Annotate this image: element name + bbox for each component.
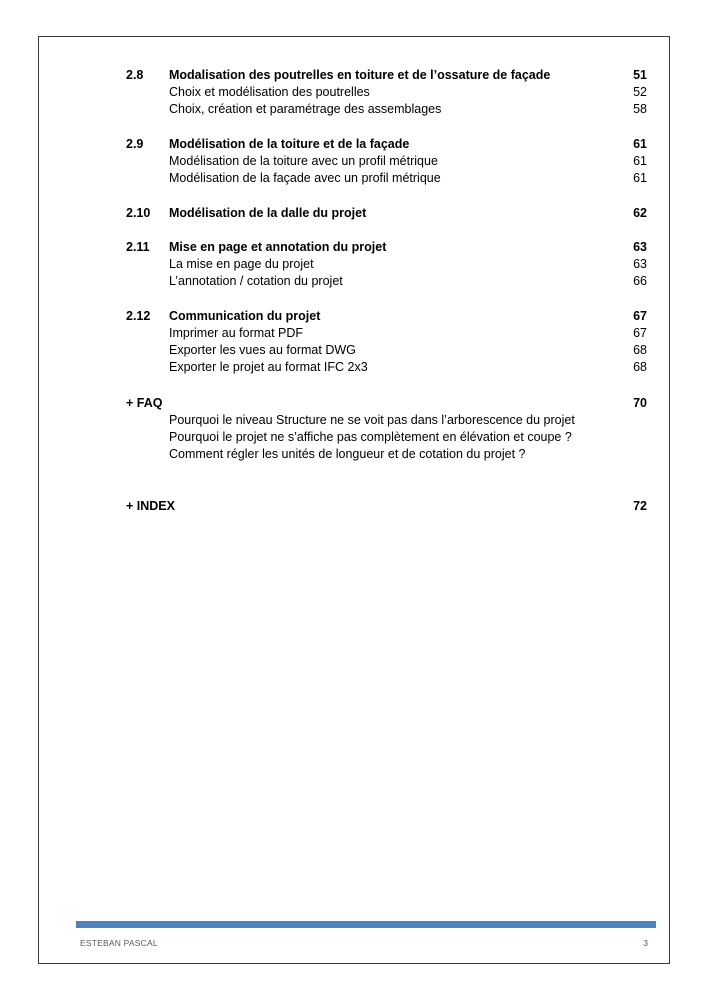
- entry-page: 61: [633, 154, 647, 168]
- entry-page: 58: [633, 102, 647, 116]
- toc-heading-2-11[interactable]: [126, 239, 647, 256]
- toc-heading-2-12[interactable]: [126, 308, 647, 325]
- entry-title: Choix et modélisation des poutrelles: [169, 85, 370, 99]
- section-title: Modélisation de la dalle du projet: [169, 206, 367, 220]
- entry-title: L’annotation / cotation du projet: [169, 274, 343, 288]
- toc-entry[interactable]: [126, 273, 647, 290]
- section-page: 67: [633, 309, 647, 323]
- footer-author: ESTEBAN PASCAL: [80, 938, 158, 948]
- section-page: 63: [633, 240, 647, 254]
- section-title: Modalisation des poutrelles en toiture et de l’ossature de façade: [169, 68, 551, 82]
- toc-section-2-10: [126, 205, 647, 222]
- index-label: + INDEX: [126, 499, 175, 513]
- faq-question: Comment régler les unités de longueur et de cotation du projet ?: [169, 447, 526, 461]
- toc-entry[interactable]: [126, 256, 647, 273]
- toc-section-2-9: [126, 136, 647, 187]
- entry-page: 68: [633, 360, 647, 374]
- section-page: 61: [633, 137, 647, 151]
- toc-entry[interactable]: [126, 153, 647, 170]
- section-page: 62: [633, 206, 647, 220]
- footer-page-number: 3: [643, 938, 648, 948]
- entry-title: Exporter le projet au format IFC 2x3: [169, 360, 368, 374]
- toc-entry[interactable]: [126, 170, 647, 187]
- section-number: 2.8: [126, 68, 144, 82]
- section-title: Mise en page et annotation du projet: [169, 240, 387, 254]
- section-number: 2.9: [126, 137, 144, 151]
- faq-question: Pourquoi le projet ne s’affiche pas complètement en élévation et coupe ?: [169, 430, 572, 444]
- index-page: 72: [633, 499, 647, 513]
- faq-question: Pourquoi le niveau Structure ne se voit pas dans l’arborescence du projet: [169, 413, 575, 427]
- toc-heading-2-9[interactable]: [126, 136, 647, 153]
- faq-entry[interactable]: [126, 446, 647, 463]
- entry-title: Choix, création et paramétrage des assemblages: [169, 102, 442, 116]
- entry-page: 61: [633, 171, 647, 185]
- entry-page: 67: [633, 326, 647, 340]
- toc-heading-2-10[interactable]: [126, 205, 647, 222]
- toc-heading-faq[interactable]: [126, 395, 647, 412]
- section-page: 51: [633, 68, 647, 82]
- entry-title: Imprimer au format PDF: [169, 326, 304, 340]
- footer-bar: [76, 921, 656, 928]
- toc-entry[interactable]: [126, 84, 647, 101]
- toc-section-index: [126, 498, 647, 515]
- toc-entry[interactable]: [126, 359, 647, 376]
- faq-page: 70: [633, 396, 647, 410]
- toc-heading-2-8[interactable]: [126, 67, 647, 84]
- entry-page: 52: [633, 85, 647, 99]
- toc-entry[interactable]: [126, 101, 647, 118]
- faq-label: + FAQ: [126, 396, 163, 410]
- toc-entry[interactable]: [126, 342, 647, 359]
- entry-title: Exporter les vues au format DWG: [169, 343, 356, 357]
- faq-entry[interactable]: [126, 429, 647, 446]
- faq-entry[interactable]: [126, 412, 647, 429]
- toc-section-faq: [126, 395, 647, 463]
- section-number: 2.12: [126, 309, 151, 323]
- section-number: 2.11: [126, 240, 150, 254]
- entry-title: La mise en page du projet: [169, 257, 314, 271]
- toc-section-2-8: [126, 67, 647, 118]
- section-number: 2.10: [126, 206, 151, 220]
- entry-page: 68: [633, 343, 647, 357]
- entry-title: Modélisation de la toiture avec un profil métrique: [169, 154, 438, 168]
- toc-section-2-12: [126, 308, 647, 376]
- entry-page: 63: [633, 257, 647, 271]
- toc-entry[interactable]: [126, 325, 647, 342]
- section-title: Modélisation de la toiture et de la façade: [169, 137, 410, 151]
- entry-page: 66: [633, 274, 647, 288]
- toc-heading-index[interactable]: [126, 498, 647, 515]
- section-title: Communication du projet: [169, 309, 321, 323]
- entry-title: Modélisation de la façade avec un profil métrique: [169, 171, 441, 185]
- toc-section-2-11: [126, 239, 647, 290]
